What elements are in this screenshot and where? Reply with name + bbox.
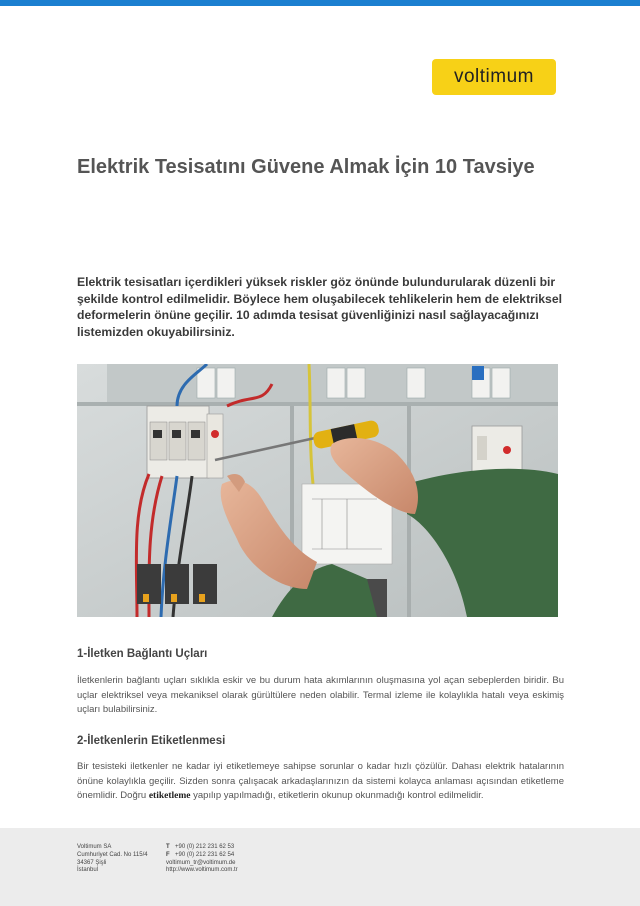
- section-2-heading: 2-İletkenlerin Etiketlenmesi: [77, 735, 226, 747]
- section-1-text: İletkenlerin bağlantı uçları sıklıkla eskir ve bu durum hata akımlarının oluşmasına yol açan sebeplerden biridir. Bu uçlar elektriksel veya mekaniksel olarak gürültülere neden olabilir. Termal izleme ile kolaylıkla hatalı veya eskimiş uçları bulabilirsiniz.: [77, 675, 564, 715]
- footer-address: [77, 844, 148, 875]
- footer-street: Cumhuriyet Cad. No 115/4: [77, 851, 148, 858]
- footer-city: İstanbul: [77, 867, 99, 874]
- section-2-text-end: yapılıp yapılmadığı, etiketlerin okunup okunmadığı kontrol edilmelidir.: [190, 790, 484, 801]
- footer-phone-number[interactable]: +90 (0) 212 231 62 53: [175, 844, 235, 850]
- electrician-photo: [77, 364, 558, 617]
- footer-postcode: 34367 Şişli: [77, 859, 107, 866]
- section-1-heading: 1-İletken Bağlantı Uçları: [77, 648, 208, 660]
- page-title: Elektrik Tesisatını Güvene Almak İçin 10 Tavsiye: [77, 156, 535, 178]
- footer-website[interactable]: http://www.voltimum.com.tr: [166, 867, 238, 874]
- footer-contact: [166, 844, 238, 875]
- footer-fax-number: +90 (0) 212 231 62 54: [175, 851, 235, 858]
- top-accent-bar: [0, 0, 640, 6]
- voltimum-logo[interactable]: [432, 59, 556, 95]
- footer-fax-label: F: [166, 851, 170, 858]
- section-2-text: [77, 760, 564, 804]
- section-2-keyword: etiketleme: [148, 791, 191, 801]
- footer-company: Voltimum SA: [77, 844, 112, 850]
- logo-text: voltimum: [453, 66, 534, 87]
- page-footer: [0, 828, 640, 906]
- footer-phone: [166, 844, 238, 852]
- section-2-text-start: Bir tesisteki iletkenler ne kadar iyi etiketlemeye sahipse sorunlar o kadar hızlı çözülür. Dahası elektrik hatalarının önüne kolaylıkla geçilir. Sizden sonra çalışacak arkadaşlarınızın da sistemi kolayca anlaması açısından etiketleme önemlidir. Doğru: [77, 761, 564, 801]
- photo-illustration: [77, 364, 558, 617]
- intro-paragraph: Elektrik tesisatları içerdikleri yüksek riskler göz önünde bulundurularak düzenli bir şekilde kontrol edilmelidir. Böylece hem oluşabilecek tehlikelerin hem de elektriksel deformelerin önüne geçilir. 10 adımda tesisat güvenliğinizi nasıl sağlayacağınızı listemizden okuyabilirsiniz.: [77, 275, 562, 339]
- footer-email[interactable]: voltimum_tr@voltimum.de: [166, 859, 236, 866]
- footer-fax: [166, 852, 238, 860]
- footer-phone-label: T: [166, 844, 170, 850]
